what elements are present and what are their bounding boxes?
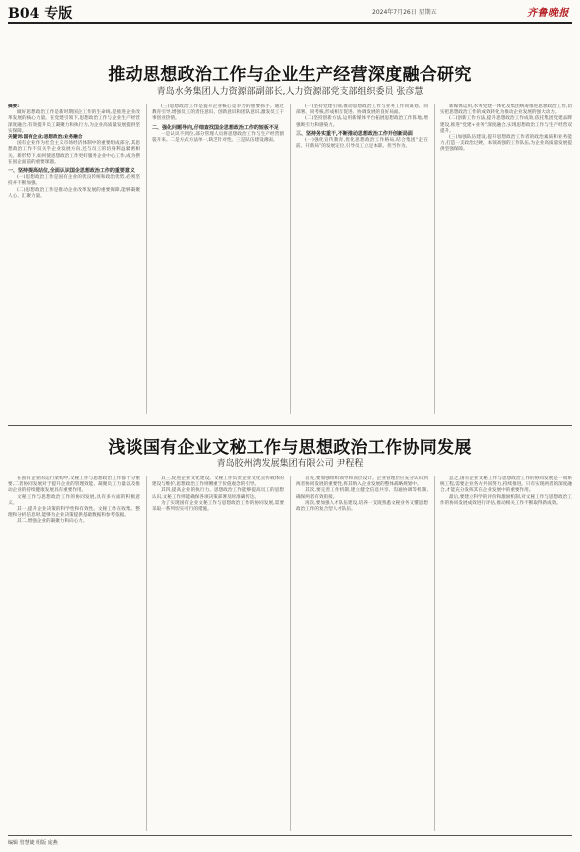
article1-title: 推动思想政治工作与企业生产经营深度融合研究 — [108, 65, 472, 85]
column-divider — [290, 476, 291, 831]
section-heading: 三、坚持务实重干,不断推动思想政治工作开创新局面 — [296, 130, 413, 137]
article1-column-2 — [152, 104, 284, 414]
paragraph: (三)加强队伍建设,提升思想政治工作者的政治素质和业务能力,打造一支政治过硬、本领高强的工作队伍,为企业高质量发展提供坚强保障。 — [440, 135, 572, 153]
column-divider — [146, 104, 147, 414]
paragraph: 其二,增强企业的凝聚力和向心力。 — [17, 519, 88, 525]
paragraph: 其四,提高企业的执行力。思想政治工作能够提高员工的思想认识,文秘工作则能确保各项决策部署及时准确传达。 — [152, 488, 284, 500]
article2-title: 浅谈国有企业文秘工作与思想政治工作协同发展 — [108, 438, 472, 458]
article1-column-1 — [8, 104, 140, 414]
article1-byline: 青岛水务集团人力资源部副部长,人力资源部党支部组织委员 张彦慧 — [156, 87, 424, 97]
article1-column-3 — [296, 104, 428, 414]
paragraph: 文秘工作与思想政治工作的协同发展,具有多方面的积极意义。 — [8, 494, 140, 506]
section-label: B04 专版 — [8, 6, 73, 22]
footer-rule — [8, 835, 572, 836]
paragraph: 新媒体运用,水务党建一体化及集团统筹推进思想政治工作,切实把思想政治工作的成效转化为推动企业发展的强大动力。 — [440, 104, 572, 116]
article2-column-2 — [152, 476, 284, 831]
paragraph: 在国有企业的运行架构中,文秘工作与思想政治工作都十分重要,二者协同发展对于提升企业的管理效能、凝聚员工力量以及推动企业的持续健康发展具有重要作用。 — [8, 476, 140, 494]
paragraph: (三)思想政治工作是提升企业核心竞争力的重要抓手。通过教育引导,增强员工的责任意识、创新意识和团队意识,激发员工干事创业热情。 — [152, 104, 284, 122]
paragraph: 最后,要建立科学的评价和激励机制,对文秘工作与思想政治工作的协同发展成效进行评估,推动相关工作不断取得新成效。 — [440, 494, 572, 506]
article1-column-4 — [440, 104, 572, 414]
paragraph: (二)坚持创新方法,运用新媒体平台拓展思想政治工作阵地,增强吸引力和感染力。 — [296, 116, 428, 128]
article-separator — [8, 425, 572, 426]
paragraph: (二)创新工作方法,提升思想政治工作成效,依托集团党建品牌建设,推进“党建+业务”深度融合,实现思想政治工作与生产经营双提升。 — [440, 116, 572, 134]
article2-column-1 — [8, 476, 140, 831]
column-divider — [434, 104, 435, 414]
paragraph: (一)坚持党建引领,推动思想政治工作与业务工作同谋划、同部署、同考核,形成相互促进、协调发展的良好局面。 — [296, 104, 428, 116]
paragraph: 其一,提升企业决策的科学性和有效性。文秘工作在收集、整理和分析信息时,能够为企业决策提供基础数据和参考依据。 — [8, 507, 140, 519]
paragraph: 其次,要完善工作机制,建立健全信息共享、沟通协调等机制,确保两者有效衔接。 — [296, 488, 428, 500]
paragraph: 总之,国有企业文秘工作与思想政治工作的协同发展是一项系统工程,需要企业各方共同努力,持续推进。只有实现两者的深度融合,才能充分发挥其在企业发展中的重要作用。 — [440, 476, 572, 494]
column-divider — [434, 476, 435, 831]
paragraph: 一是认识不到位,部分管理人员将思想政治工作与生产经营割裂开来。二是方式方法单一,缺乏针对性。三是队伍建设薄弱。 — [152, 131, 284, 144]
paragraph: 再次,要加强人才队伍建设,培养一支既熟悉文秘业务又懂思想政治工作的复合型人才队伍。 — [296, 500, 428, 513]
keywords: 关键词:国有企业;思想政治;业务融合 — [8, 135, 83, 141]
paragraph: (二)思想政治工作是推动企业改革发展的重要保障,能够凝聚人心、汇聚力量。 — [8, 187, 140, 199]
paragraph: 首先,要加强组织领导和顶层设计。企业管理层应充分认识到两者协同发展的重要性,将其纳入企业发展的整体战略规划中。 — [296, 476, 428, 488]
article2-column-4 — [440, 476, 572, 831]
issue-date: 2024年7月26日 星期五 — [372, 9, 437, 16]
paragraph: 国有企业作为社会主义市场经济体制中的重要组成部分,其思想政治工作不仅关乎企业发展方向,还与员工的切身利益紧密相关。新形势下,如何使思想政治工作更好服务企业中心工作,成为摆在国企面前的重要课题。 — [8, 141, 140, 165]
column-divider — [146, 476, 147, 831]
editor-credit: 编辑 管慧婕 组版 庞燕 — [8, 840, 58, 846]
paragraph: 为了实现国有企业文秘工作与思想政治工作的协同发展,需要采取一系列切实可行的措施。 — [152, 500, 284, 513]
paragraph: 其三,促进企业文化建设。文秘工作负责企业文化宣传载体的建设与维护,思想政治工作则侧重于价值观念的引导。 — [152, 476, 284, 488]
section-heading: 一、坚持提高站位,全面认识国企思想政治工作的重要意义 — [8, 168, 135, 175]
article2-column-3 — [296, 476, 428, 831]
abstract-text: 做好思想政治工作是新时期国企工作的生命线,是推进企业改革发展的核心力量。在党建引领下,思想政治工作与企业生产经营深度融合,有效提升员工凝聚力和执行力,为企业高质量发展提供坚实保障。 — [8, 110, 140, 134]
article2-byline: 青岛胶州湾发展集团有限公司 尹程程 — [216, 459, 364, 469]
paragraph: (一)强化宣传教育,优化思想政治工作格局,结合集团“走在前、开新局”的发展定位,引导员工立足本职、担当作为。 — [296, 138, 428, 150]
newspaper-logo: 齐鲁晚报 — [527, 8, 569, 19]
paragraph: (一)思想政治工作是国有企业的优良传统和政治优势,必须坚持并不断加强。 — [8, 175, 140, 187]
column-divider — [290, 104, 291, 414]
header-rule — [8, 22, 572, 24]
section-heading: 二、强化问题导向,仔细查找国企思想政治工作的短板不足 — [152, 124, 279, 131]
abstract-label: 摘要: — [8, 104, 20, 109]
